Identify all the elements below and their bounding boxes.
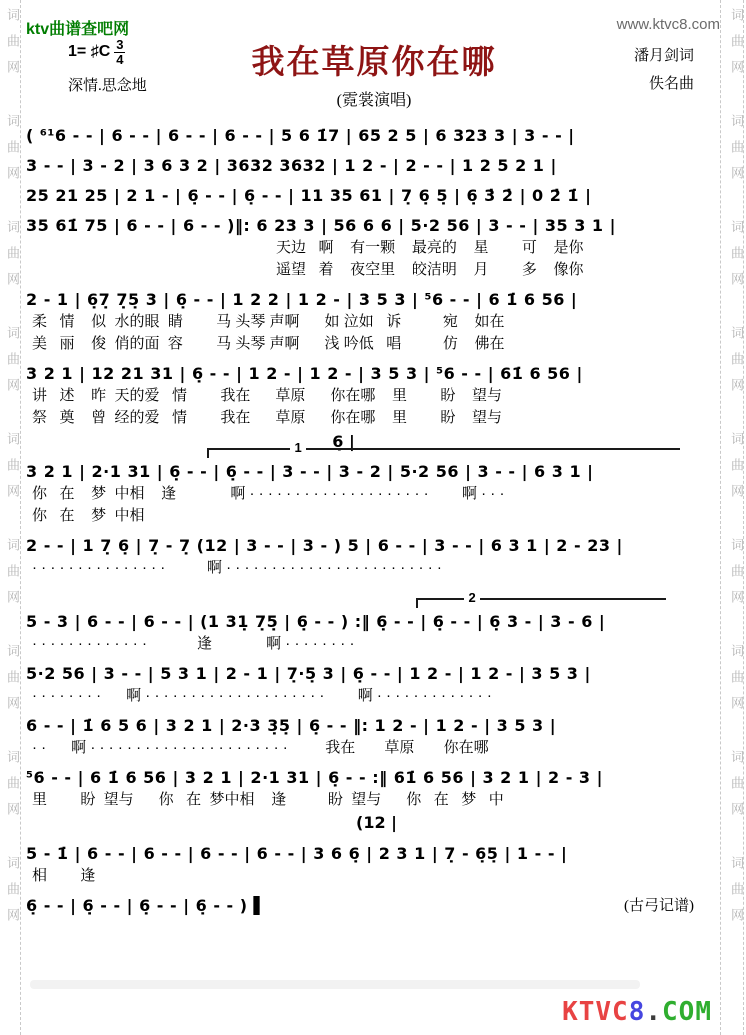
notation-line: 6 - - | 1̇ 6 5 6 | 3 2 1 | 2·3 3̣5̣ | 6̣ - - ‖: 1 2 - | 1 2 - | 3 5 3 | [26, 716, 557, 735]
lyrics-line: 相 逢 [32, 867, 96, 884]
time-signature-denominator: 4 [116, 51, 124, 67]
score-system-3 [26, 184, 722, 207]
lyrics-line: 遥望 着 夜空里 皎洁明 月 多 像你 [276, 261, 584, 278]
left-dashed-line [20, 0, 21, 1035]
volta-line [416, 598, 667, 608]
notation-line: 3 2 1 | 2·1 31 | 6̣ - - | 6̣ - - | 3 - - | 3 - 2 | 5·2 56 | 3 - - | 6 3 1 | [26, 462, 594, 481]
lyrics-line: · · · · · · · · · · · · · · · 啊 · · · · · · · · · · · · · · · · · · · · · · · · [32, 559, 442, 576]
score-system-11 [26, 714, 722, 759]
notation-line: ⁵6 - - | 6 1̇ 6 56 | 3 2 1 | 2·1 31 | 6̣ - - :‖ 61̇ 6 56 | 3 2 1 | 2 - 3 | [26, 768, 603, 787]
faint-watermark [30, 980, 640, 989]
score-system-13 [26, 842, 722, 887]
score-area [26, 118, 722, 917]
tempo-mood-text: 深情.思念地 [68, 78, 147, 95]
song-header [26, 36, 722, 118]
score-system-10 [26, 662, 722, 707]
pickup-notes: (12 | [356, 813, 397, 832]
lyrics-line: · · · · · · · · · · · · · 逢 啊 · · · · · · · · [32, 635, 355, 652]
score-system-8 [26, 534, 722, 579]
notation-line: 3 2 1 | 12 21 31 | 6̣ - - | 1 2 - | 1 2 - | 3 5 3 | ⁵6 - - | 61̇ 6 56 | [26, 364, 583, 383]
notation-line: 5 - 1̇ | 6 - - | 6 - - | 6 - - | 6 - - | 3 6 6̣ | 2 3 1 | 7̣ - 6̣5̣ | 1 - - | [26, 844, 568, 863]
lyrics-line: · · · · · · · · 啊 · · · · · · · · · · · · · · · · · · · · 啊 · · · · · · · · · · · · · [32, 687, 492, 704]
title-block [26, 36, 722, 110]
notation-line: 35 61̇ 75 | 6 - - | 6 - - )‖: 6 23 3 | 56 6 6 | 5·2 56 | 3 - - | 35 3 1 | [26, 216, 616, 235]
lyricist-credit: 潘月剑词 [633, 48, 694, 64]
lyrics-line: 天边 啊 有一颗 最亮的 星 可 是你 [276, 239, 584, 256]
composer-credit: 佚名曲 [648, 76, 694, 92]
score-system-2 [26, 154, 722, 177]
lyrics-line: 祭 奠 曾 经的爱 情 我在 草原 你在哪 里 盼 望与 [32, 409, 503, 426]
floating-note: 6̣ | [332, 432, 355, 451]
volta-line [207, 448, 680, 458]
site-name: ktv曲谱查吧网 [26, 21, 130, 38]
time-signature-numerator: 3 [116, 37, 124, 52]
lyrics-line: 柔 情 似 水的眼 睛 马 头琴 声啊 如 泣如 诉 宛 如在 [32, 313, 505, 330]
second-ending-bracket [26, 586, 722, 610]
first-ending-bracket [26, 432, 722, 460]
notation-line: 2 - - | 1 7̣ 6̣ | 7̣ - 7̣ (12 | 3 - - | 3 - ) 5 | 6 - - | 3 - - | 6 3 1 | 2 - 23 | [26, 536, 623, 555]
volta-label: 2 [464, 590, 479, 605]
lyrics-line: 里 盼 望与 你 在 梦中相 逢 盼 望与 你 在 梦 中 [32, 791, 504, 808]
right-border-strip [720, 0, 746, 1035]
lyrics-line: 你 在 梦 中相 [32, 507, 145, 524]
score-system-5 [26, 288, 722, 355]
score-system-14 [26, 894, 722, 917]
notation-line: 5 - 3 | 6 - - | 6 - - | (1 31̣ 7̣5̣ | 6̣ - - ) :‖ 6̣ - - | 6̣ - - | 6̣ 3 - | 3 - 6 | [26, 612, 606, 631]
sheet-content [26, 0, 722, 924]
logo-text-com: COM [662, 997, 712, 1027]
right-dashed-line-outer [743, 0, 744, 1035]
lyrics-line: 讲 述 昨 天的爱 情 我在 草原 你在哪 里 盼 望与 [32, 387, 503, 404]
top-bar [26, 0, 722, 36]
score-system-1 [26, 124, 722, 147]
lyrics-line: 美 丽 俊 俏的面 容 马 头琴 声啊 浅 吟低 唱 仿 佛在 [32, 335, 505, 352]
lyrics-line: 你 在 梦 中相 逢 啊 · · · · · · · · · · · · · · · · · · · · 啊 · · · [32, 485, 505, 502]
site-url: www.ktvc8.com [616, 16, 720, 33]
song-title: 我在草原你在哪 [251, 43, 497, 80]
volta-label: 1 [290, 440, 305, 455]
score-system-12 [26, 766, 722, 835]
logo-text-dot: . [645, 997, 663, 1027]
key-text: 1= ♯C [68, 43, 111, 61]
border-text-right: 词曲网 词曲网 词曲网 词曲网 词曲网 词曲网 词曲网 词曲网 词曲网 [729, 8, 744, 934]
credits [634, 42, 694, 98]
notation-line: 6̣ - - | 6̣ - - | 6̣ - - | 6̣ - - ) ▌ [26, 896, 267, 915]
ktvc8-logo [562, 997, 712, 1027]
notation-line: 2 - 1 | 6̣7̣ 7̣5̣ 3 | 6̣ - - | 1 2 2 | 1 2 - | 3 5 3 | ⁵6 - - | 6 1̇ 6 56 | [26, 290, 578, 309]
notation-line: 5·2 56 | 3 - - | 5 3 1 | 2 - 1 | 7̣·5̣ 3 | 6̣ - - | 1 2 - | 1 2 - | 3 5 3 | [26, 664, 591, 683]
notation-line: 25 21 25 | 2 1 - | 6̣ - - | 6̣ - - | 11 35 61 | 7̣ 6̣ 5̣ | 6̣ 3̇ 2̇ | 0 2̇ 1̇ | [26, 186, 592, 205]
notation-line: ( ⁶¹6 - - | 6 - - | 6 - - | 6 - - | 5 6 1̇7 | 65 2 5 | 6 323 3 | 3 - - | [26, 126, 575, 145]
transcriber-credit: (古弓记谱) [624, 898, 694, 914]
lyrics-line: · · 啊 · · · · · · · · · · · · · · · · · · · · · · 我在 草原 你在哪 [32, 739, 489, 756]
score-system-7 [26, 432, 722, 527]
left-border-strip [0, 0, 24, 1035]
score-system-6 [26, 362, 722, 429]
border-text-left: 词曲网 词曲网 词曲网 词曲网 词曲网 词曲网 词曲网 词曲网 词曲网 [5, 8, 20, 934]
score-system-4 [26, 214, 722, 281]
performer-subtitle: (霓裳演唱) [336, 92, 412, 109]
score-system-9 [26, 586, 722, 655]
logo-text-ktvc: KTVC [562, 997, 629, 1027]
notation-line: 3 - - | 3 - 2 | 3 6 3 2 | 3632 3632 | 1 2 - | 2 - - | 1 2 5 2 1 | [26, 156, 557, 175]
logo-text-8: 8 [628, 997, 646, 1027]
